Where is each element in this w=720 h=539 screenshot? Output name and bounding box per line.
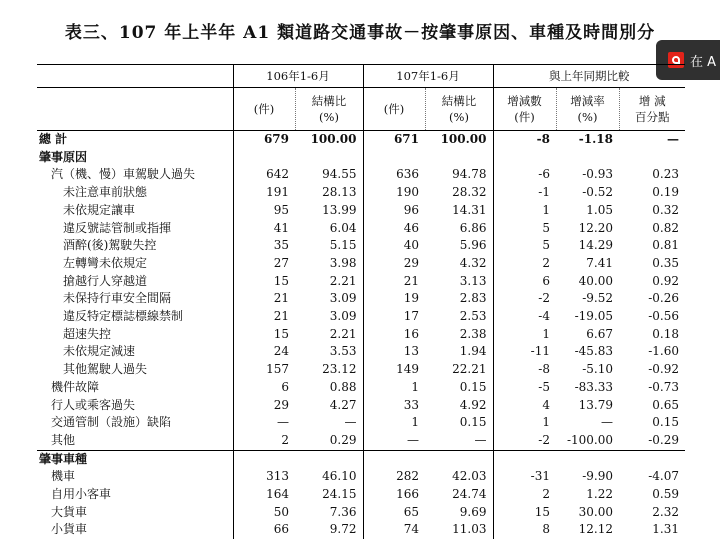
- cell-s106: 7.36: [295, 504, 363, 522]
- row-label: 搶越行人穿越道: [37, 273, 233, 291]
- label-subheader: [37, 88, 233, 131]
- cell-s107: [425, 149, 493, 167]
- cell-pp: 0.15: [619, 414, 685, 432]
- cell-pp: 0.19: [619, 184, 685, 202]
- cell-s106: 100.00: [295, 131, 363, 149]
- cell-pp: 0.82: [619, 220, 685, 238]
- cell-rate: [556, 450, 619, 468]
- cell-s107: —: [425, 432, 493, 450]
- label-column-header: [37, 65, 233, 88]
- cell-rate: 1.22: [556, 486, 619, 504]
- cell-s107: 100.00: [425, 131, 493, 149]
- cell-c107: —: [363, 432, 425, 450]
- cell-s106: 3.98: [295, 255, 363, 273]
- cell-c107: 190: [363, 184, 425, 202]
- cell-s107: 2.53: [425, 308, 493, 326]
- header-107: 107年1-6月: [363, 65, 493, 88]
- row-label: 小貨車: [37, 521, 233, 539]
- row-label: 違反號誌管制或指揮: [37, 220, 233, 238]
- cell-rate: 12.12: [556, 521, 619, 539]
- cell-pp: 0.32: [619, 202, 685, 220]
- cell-c107: 19: [363, 290, 425, 308]
- cell-s107: 4.92: [425, 397, 493, 415]
- cell-s106: 5.15: [295, 237, 363, 255]
- cell-diff: -4: [493, 308, 556, 326]
- cell-c107: 29: [363, 255, 425, 273]
- table-row: [37, 290, 685, 308]
- table-row: [37, 166, 685, 184]
- cell-rate: 14.29: [556, 237, 619, 255]
- table-row: [37, 432, 685, 450]
- cell-rate: 40.00: [556, 273, 619, 291]
- header-107-count: (件): [363, 88, 425, 131]
- header-change-count-line1: 增減數: [494, 93, 556, 109]
- cell-c106: 95: [233, 202, 295, 220]
- cell-s106: 3.53: [295, 343, 363, 361]
- cell-c107: 96: [363, 202, 425, 220]
- header-107-ratio: [425, 88, 493, 131]
- table-row: [37, 521, 685, 539]
- cell-diff: 5: [493, 220, 556, 238]
- cell-c107: 13: [363, 343, 425, 361]
- cell-pp: 0.23: [619, 166, 685, 184]
- cell-c107: [363, 149, 425, 167]
- cell-diff: 5: [493, 237, 556, 255]
- cell-rate: 12.20: [556, 220, 619, 238]
- table-row: [37, 450, 685, 468]
- table-row: [37, 220, 685, 238]
- cell-c107: 636: [363, 166, 425, 184]
- table-row: [37, 273, 685, 291]
- cell-s107: 3.13: [425, 273, 493, 291]
- cell-s107: [425, 450, 493, 468]
- table-row: [37, 414, 685, 432]
- cell-c106: 24: [233, 343, 295, 361]
- cell-pp: [619, 149, 685, 167]
- row-label: 總 計: [37, 131, 233, 149]
- cell-pp: 2.32: [619, 504, 685, 522]
- cell-rate: 30.00: [556, 504, 619, 522]
- row-label: 肇事原因: [37, 149, 233, 167]
- table-row: [37, 202, 685, 220]
- cell-diff: 1: [493, 414, 556, 432]
- row-label: 汽（機、慢）車駕駛人過失: [37, 166, 233, 184]
- cell-rate: 7.41: [556, 255, 619, 273]
- cell-rate: -0.52: [556, 184, 619, 202]
- table-row: [37, 504, 685, 522]
- cell-c106: 29: [233, 397, 295, 415]
- table-row: [37, 237, 685, 255]
- cell-c106: 66: [233, 521, 295, 539]
- cell-rate: -9.90: [556, 468, 619, 486]
- cell-c106: 35: [233, 237, 295, 255]
- header-change-pp: [619, 88, 685, 131]
- table-row: [37, 468, 685, 486]
- cell-c107: 671: [363, 131, 425, 149]
- cell-pp: 0.92: [619, 273, 685, 291]
- cell-c106: 191: [233, 184, 295, 202]
- header-106-ratio-line1: 結構比: [296, 93, 363, 109]
- table-row: [37, 343, 685, 361]
- cell-c106: 15: [233, 273, 295, 291]
- cell-s106: 3.09: [295, 290, 363, 308]
- header-change-pp-line2: 百分點: [620, 109, 686, 125]
- cell-s106: 13.99: [295, 202, 363, 220]
- cell-c106: 642: [233, 166, 295, 184]
- cell-s106: 28.13: [295, 184, 363, 202]
- cell-s107: 14.31: [425, 202, 493, 220]
- row-label: 行人或乘客過失: [37, 397, 233, 415]
- cell-pp: 0.59: [619, 486, 685, 504]
- cell-pp: 0.35: [619, 255, 685, 273]
- cell-c106: 164: [233, 486, 295, 504]
- cell-c106: 313: [233, 468, 295, 486]
- table-title: 表三、107 年上半年 A1 類道路交通事故－按肇事原因、車種及時間別分: [0, 18, 720, 43]
- cell-c106: —: [233, 414, 295, 432]
- cell-pp: -0.26: [619, 290, 685, 308]
- cell-rate: 1.05: [556, 202, 619, 220]
- cell-diff: 2: [493, 486, 556, 504]
- cell-c106: 6: [233, 379, 295, 397]
- cell-diff: [493, 450, 556, 468]
- cell-s107: 28.32: [425, 184, 493, 202]
- row-label: 機車: [37, 468, 233, 486]
- cell-diff: -8: [493, 361, 556, 379]
- cell-s107: 42.03: [425, 468, 493, 486]
- cell-rate: —: [556, 414, 619, 432]
- header-compare: 與上年同期比較: [493, 65, 685, 88]
- cell-rate: -5.10: [556, 361, 619, 379]
- cell-diff: 4: [493, 397, 556, 415]
- cell-rate: -83.33: [556, 379, 619, 397]
- cell-c107: 16: [363, 326, 425, 344]
- row-label: 自用小客車: [37, 486, 233, 504]
- cell-diff: -8: [493, 131, 556, 149]
- cell-rate: [556, 149, 619, 167]
- cell-c106: 157: [233, 361, 295, 379]
- cell-pp: 0.65: [619, 397, 685, 415]
- header-change-count: [493, 88, 556, 131]
- row-label: 左轉彎未依規定: [37, 255, 233, 273]
- cell-s107: 5.96: [425, 237, 493, 255]
- table-row: [37, 308, 685, 326]
- cell-diff: 2: [493, 255, 556, 273]
- header-change-rate-line1: 增減率: [557, 93, 619, 109]
- cell-rate: -19.05: [556, 308, 619, 326]
- cell-rate: -1.18: [556, 131, 619, 149]
- cell-pp: -1.60: [619, 343, 685, 361]
- cell-s106: —: [295, 414, 363, 432]
- cell-diff: -2: [493, 432, 556, 450]
- cell-c106: 50: [233, 504, 295, 522]
- cell-s106: [295, 450, 363, 468]
- cell-rate: -45.83: [556, 343, 619, 361]
- cell-s107: 6.86: [425, 220, 493, 238]
- cell-pp: [619, 450, 685, 468]
- row-label: 超速失控: [37, 326, 233, 344]
- cell-s106: 6.04: [295, 220, 363, 238]
- table-row: [37, 397, 685, 415]
- cell-s106: 4.27: [295, 397, 363, 415]
- table-body: [37, 131, 685, 539]
- cell-s106: [295, 149, 363, 167]
- cell-pp: -0.73: [619, 379, 685, 397]
- open-in-acrobat-label: 在 A: [690, 51, 716, 70]
- cell-c106: 41: [233, 220, 295, 238]
- table-row: [37, 131, 685, 149]
- cell-s106: 24.15: [295, 486, 363, 504]
- cell-s106: 2.21: [295, 326, 363, 344]
- cell-s107: 0.15: [425, 379, 493, 397]
- cell-pp: —: [619, 131, 685, 149]
- cell-pp: -4.07: [619, 468, 685, 486]
- cell-pp: 0.81: [619, 237, 685, 255]
- cell-s107: 94.78: [425, 166, 493, 184]
- cell-s106: 3.09: [295, 308, 363, 326]
- row-label: 肇事車種: [37, 450, 233, 468]
- row-label: 違反特定標誌標線禁制: [37, 308, 233, 326]
- cell-diff: 15: [493, 504, 556, 522]
- cell-c107: 149: [363, 361, 425, 379]
- cell-s106: 23.12: [295, 361, 363, 379]
- row-label: 機件故障: [37, 379, 233, 397]
- table-row: [37, 326, 685, 344]
- cell-c106: 2: [233, 432, 295, 450]
- table-row: [37, 361, 685, 379]
- cell-s106: 94.55: [295, 166, 363, 184]
- cell-c106: 21: [233, 308, 295, 326]
- cell-s107: 4.32: [425, 255, 493, 273]
- cell-diff: 1: [493, 202, 556, 220]
- cell-c107: 282: [363, 468, 425, 486]
- cell-s107: 0.15: [425, 414, 493, 432]
- cell-c107: 46: [363, 220, 425, 238]
- header-107-ratio-line1: 結構比: [426, 93, 493, 109]
- cell-s107: 2.83: [425, 290, 493, 308]
- header-106-ratio-line2: (%): [296, 109, 363, 125]
- cell-diff: -2: [493, 290, 556, 308]
- cell-c107: 166: [363, 486, 425, 504]
- cell-s107: 11.03: [425, 521, 493, 539]
- cell-diff: 6: [493, 273, 556, 291]
- row-label: 其他: [37, 432, 233, 450]
- cell-c107: 33: [363, 397, 425, 415]
- cell-s107: 1.94: [425, 343, 493, 361]
- cell-s106: 0.29: [295, 432, 363, 450]
- header-106-ratio: [295, 88, 363, 131]
- cell-rate: 13.79: [556, 397, 619, 415]
- header-106-count: (件): [233, 88, 295, 131]
- cell-c107: 74: [363, 521, 425, 539]
- header-change-rate: [556, 88, 619, 131]
- cell-diff: -5: [493, 379, 556, 397]
- cell-c107: 65: [363, 504, 425, 522]
- cell-s107: 22.21: [425, 361, 493, 379]
- cell-diff: -11: [493, 343, 556, 361]
- cell-c106: [233, 450, 295, 468]
- cell-diff: [493, 149, 556, 167]
- cell-s106: 9.72: [295, 521, 363, 539]
- table-row: [37, 379, 685, 397]
- cell-s107: 9.69: [425, 504, 493, 522]
- cell-c106: 21: [233, 290, 295, 308]
- cell-rate: -0.93: [556, 166, 619, 184]
- cell-c107: 1: [363, 379, 425, 397]
- cell-pp: -0.29: [619, 432, 685, 450]
- row-label: 未保持行車安全間隔: [37, 290, 233, 308]
- cell-diff: -31: [493, 468, 556, 486]
- header-change-count-line2: (件): [494, 109, 556, 125]
- cell-c107: 17: [363, 308, 425, 326]
- row-label: 酒醉(後)駕駛失控: [37, 237, 233, 255]
- row-label: 未注意車前狀態: [37, 184, 233, 202]
- header-106: 106年1-6月: [233, 65, 363, 88]
- row-label: 其他駕駛人過失: [37, 361, 233, 379]
- cell-s106: 2.21: [295, 273, 363, 291]
- cell-rate: -100.00: [556, 432, 619, 450]
- cell-s107: 2.38: [425, 326, 493, 344]
- cell-c107: 21: [363, 273, 425, 291]
- cell-c107: [363, 450, 425, 468]
- row-label: 大貨車: [37, 504, 233, 522]
- cell-c106: 27: [233, 255, 295, 273]
- cell-pp: -0.92: [619, 361, 685, 379]
- cell-rate: -9.52: [556, 290, 619, 308]
- cell-diff: 1: [493, 326, 556, 344]
- cell-s106: 46.10: [295, 468, 363, 486]
- row-label: 未依規定讓車: [37, 202, 233, 220]
- row-label: 未依規定減速: [37, 343, 233, 361]
- row-label: 交通管制（設施）缺陷: [37, 414, 233, 432]
- cell-diff: 8: [493, 521, 556, 539]
- cell-diff: -6: [493, 166, 556, 184]
- cell-c106: [233, 149, 295, 167]
- cell-c106: 15: [233, 326, 295, 344]
- cell-pp: 1.31: [619, 521, 685, 539]
- table-row: [37, 255, 685, 273]
- table-row: [37, 486, 685, 504]
- header-change-pp-line1: 增 減: [620, 93, 686, 109]
- cell-s107: 24.74: [425, 486, 493, 504]
- cell-pp: 0.18: [619, 326, 685, 344]
- cell-c107: 40: [363, 237, 425, 255]
- accident-statistics-table: [37, 64, 685, 539]
- cell-s106: 0.88: [295, 379, 363, 397]
- table-row: [37, 184, 685, 202]
- header-change-rate-line2: (%): [557, 109, 619, 125]
- cell-diff: -1: [493, 184, 556, 202]
- table-row: [37, 149, 685, 167]
- cell-rate: 6.67: [556, 326, 619, 344]
- cell-c107: 1: [363, 414, 425, 432]
- cell-pp: -0.56: [619, 308, 685, 326]
- cell-c106: 679: [233, 131, 295, 149]
- header-107-ratio-line2: (%): [426, 109, 493, 125]
